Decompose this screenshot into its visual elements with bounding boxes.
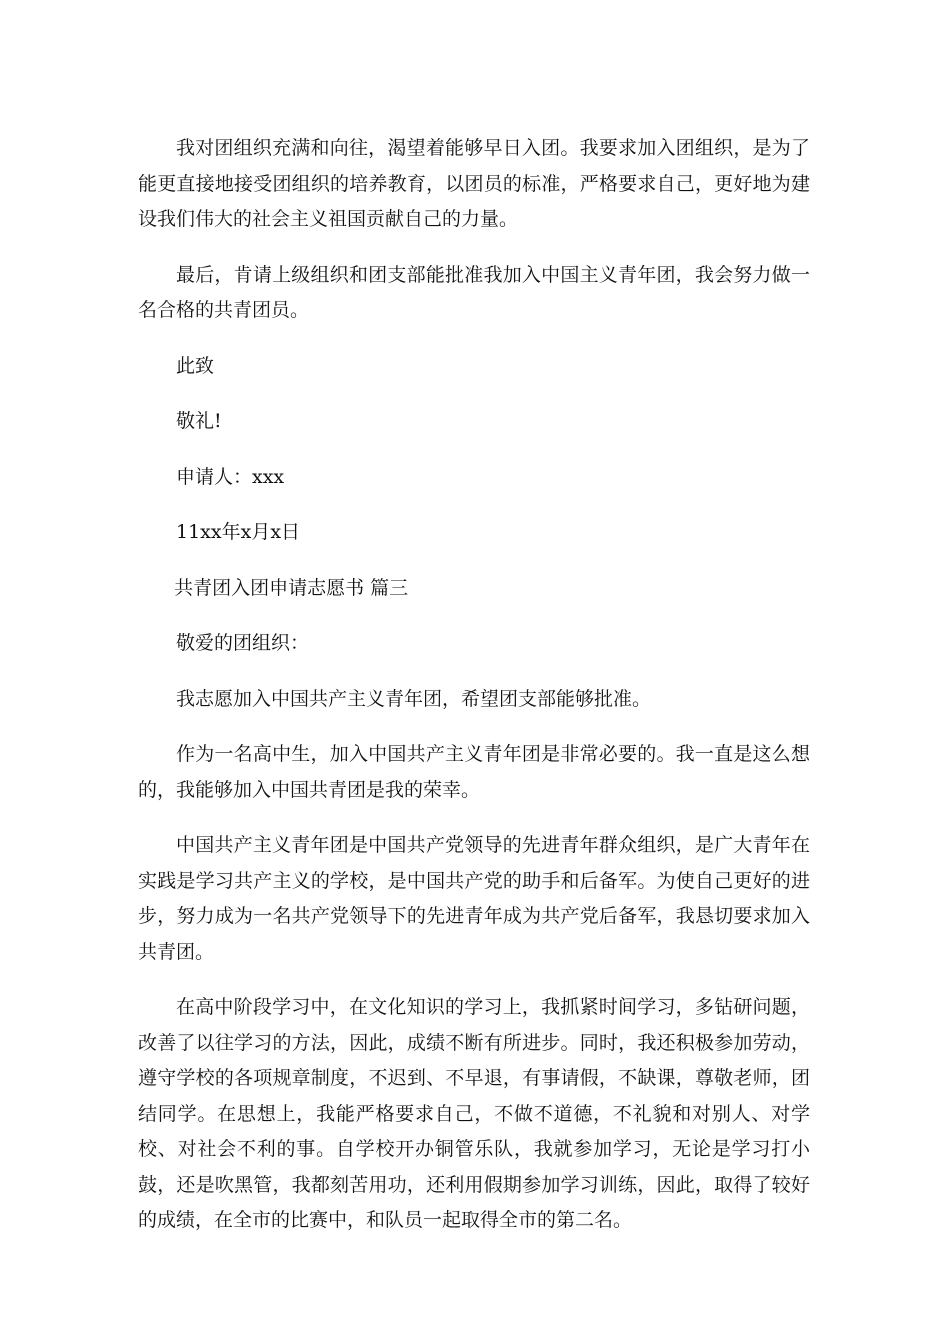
paragraph-study-performance: 在高中阶段学习中，在文化知识的学习上，我抓紧时间学习，多钻研问题，改善了以往学习的方法，因此，成绩不断有所进步。同时，我还积极参加劳动，遵守学校的各项规章制度，不迟到、不早退，有事请假，不缺课，尊敬老师，团结同学。在思想上，我能严格要求自己，不做不道德，不礼貌和对别人、对学校、对社会不利的事。自学校开办铜管乐队，我就参加学习，无论是学习打小鼓，还是吹黑管，我都刻苦用功，还利用假期参加学习训练，因此，取得了较好的成绩，在全市的比赛中，和队员一起取得全市的第二名。 bbox=[138, 996, 810, 1231]
document-body bbox=[138, 131, 810, 1259]
paragraph-high-school: 作为一名高中生，加入中国共产主义青年团是非常必要的。我一直是这么想的，我能够加入中国共青团是我的荣幸。 bbox=[138, 743, 810, 801]
paragraph-league-intro: 中国共产主义青年团是中国共产党领导的先进青年群众组织，是广大青年在实践是学习共产主义的学校，是中国共产党的助手和后备军。为使自己更好的进步，努力成为一名共产党领导下的先进青年成为共产党后备军，我恳切要求加入共青团。 bbox=[138, 834, 810, 963]
date-line: 11xx年x月x日 bbox=[176, 521, 301, 543]
greeting: 敬爱的团组织： bbox=[176, 632, 310, 654]
closing-salutation: 此致 bbox=[176, 354, 215, 377]
applicant-line: 申请人：xxx bbox=[176, 465, 285, 488]
paragraph-volunteer: 我志愿加入中国共产主义青年团，希望团支部能够批准。 bbox=[176, 687, 652, 710]
paragraph-request: 最后，肯请上级组织和团支部能批准我加入中国主义青年团，我会努力做一名合格的共青团员。 bbox=[138, 263, 810, 321]
closing-regards: 敬礼! bbox=[176, 410, 222, 432]
paragraph-aspiration: 我对团组织充满和向往，渴望着能够早日入团。我要求加入团组织，是为了能更直接地接受团组织的培养教育，以团员的标准，严格要求自己，更好地为建设我们伟大的社会主义祖国贡献自己的力量。 bbox=[138, 137, 810, 230]
section-title: 共青团入团申请志愿书 篇三 bbox=[174, 576, 409, 599]
